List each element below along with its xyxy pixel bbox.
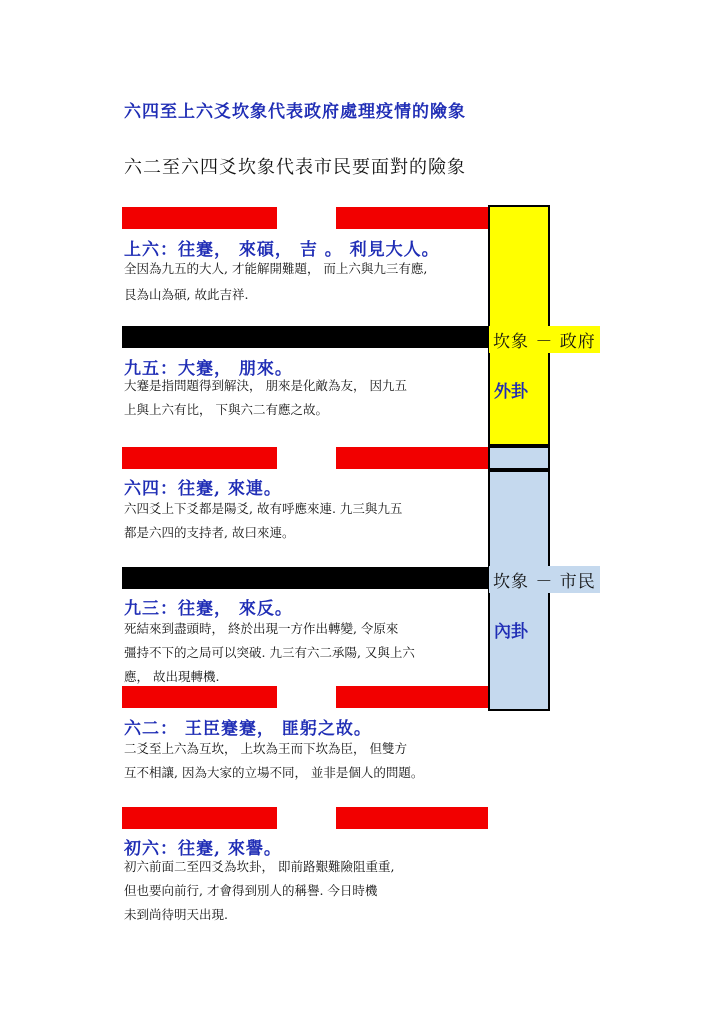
lower-trigram-label: 坎象 － 市民 (489, 566, 600, 593)
inner-trigram-label: 內卦 (494, 622, 528, 642)
line-text: 初六前面二至四爻為坎卦， 即前路艱難險阻重重, (124, 859, 395, 874)
line-text: 上與上六有比， 下與六二有應之故。 (124, 402, 328, 417)
line-title-liuer: 六二： 王臣蹇蹇， 匪躬之故。 (124, 719, 372, 739)
yang-segment (122, 326, 488, 348)
trigram-divider-box (488, 446, 550, 470)
yin-segment-right (336, 447, 488, 469)
line-text: 但也要向前行, 才會得到別人的稱譽. 今日時機 (124, 883, 378, 898)
line-text: 大蹇是指問題得到解決， 朋來是化敵為友， 因九五 (124, 378, 407, 393)
outer-trigram-label: 外卦 (494, 382, 528, 402)
line-title-jiuwu: 九五：大蹇， 朋來。 (124, 359, 293, 379)
line-text: 死結來到盡頭時， 終於出現一方作出轉變, 令原來 (124, 621, 399, 636)
line-text: 未到尚待明天出現. (124, 907, 228, 922)
line-text: 全因為九五的大人, 才能解開難題， 而上六與九三有應, (124, 261, 428, 276)
line-text: 互不相讓, 因為大家的立場不同， 並非是個人的問題。 (124, 765, 424, 780)
line-title-liusi: 六四：往蹇, 來連。 (124, 479, 282, 499)
line-title-jiusan: 九三：往蹇， 來反。 (124, 599, 293, 619)
yin-segment-left (122, 207, 277, 229)
yang-segment (122, 567, 488, 589)
line-text: 都是六四的支持者, 故曰來連。 (124, 525, 295, 540)
heading-government: 六四至上六爻坎象代表政府處理疫情的險象 (124, 102, 466, 122)
line-text: 應， 故出現轉機. (124, 669, 220, 684)
line-title-shangliu: 上六：往蹇， 來碩， 吉 。 利見大人。 (124, 240, 440, 260)
upper-trigram-label: 坎象 － 政府 (489, 326, 600, 353)
yin-segment-left (122, 807, 277, 829)
line-text: 彊持不下的之局可以突破. 九三有六二承陽, 又與上六 (124, 645, 415, 660)
heading-citizens: 六二至六四爻坎象代表市民要面對的險象 (124, 157, 466, 178)
line-text: 二爻至上六為互坎， 上坎為王而下坎為臣， 但雙方 (124, 741, 407, 756)
line-title-chuliu: 初六：往蹇, 來譽。 (124, 839, 282, 859)
yin-segment-right (336, 207, 488, 229)
yin-segment-right (336, 807, 488, 829)
line-text: 六四爻上下爻都是陽爻, 故有呼應來連. 九三與九五 (124, 501, 403, 516)
line-text: 艮為山為碩, 故此吉祥. (124, 287, 249, 302)
yin-segment-left (122, 447, 277, 469)
yin-segment-right (336, 686, 488, 708)
